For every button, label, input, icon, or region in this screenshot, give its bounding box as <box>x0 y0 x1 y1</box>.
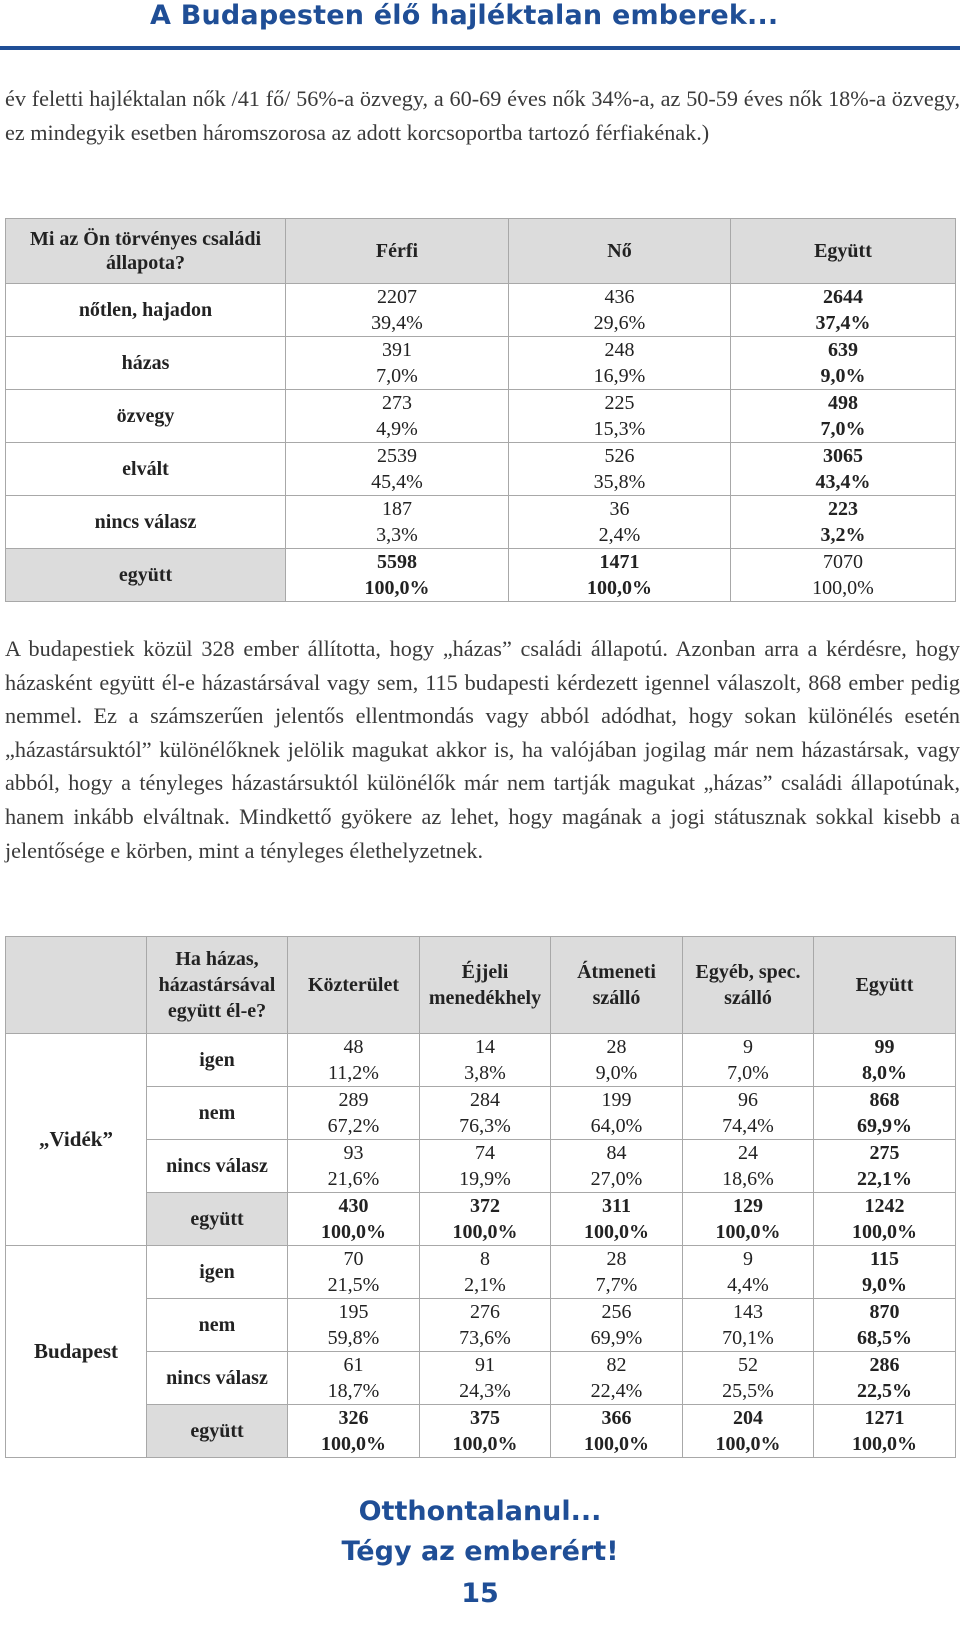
table-row <box>6 1352 956 1405</box>
table-header-cell: Együtt <box>731 219 956 284</box>
table-cell <box>551 1299 683 1352</box>
table-row <box>6 1140 956 1193</box>
table-row <box>6 1405 956 1458</box>
count-value: 639 <box>828 339 858 361</box>
table-row <box>6 496 956 549</box>
table-cell <box>814 1087 956 1140</box>
count-value: 9 <box>743 1036 753 1058</box>
percent-value: 2,1% <box>464 1274 506 1296</box>
table-header-cell: Mi az Ön törvényes családi állapota? <box>6 219 286 284</box>
count-value: 99 <box>874 1036 895 1058</box>
count-value: 129 <box>733 1195 763 1217</box>
percent-value: 4,4% <box>727 1274 769 1296</box>
table-cell <box>420 1034 551 1087</box>
count-value: 223 <box>828 498 858 520</box>
table-cell <box>551 1193 683 1246</box>
table-cell <box>683 1140 814 1193</box>
count-value: 14 <box>475 1036 495 1058</box>
cohabitation-table <box>5 936 956 1458</box>
percent-value: 21,6% <box>327 1168 380 1190</box>
table-row <box>6 1193 956 1246</box>
table-cell <box>551 1352 683 1405</box>
table-cell <box>288 1299 420 1352</box>
count-value: 225 <box>604 392 635 414</box>
table-header-cell: Ha házas, házastársával együtt él-e? <box>147 937 288 1034</box>
percent-value: 25,5% <box>722 1380 774 1402</box>
percent-value: 100,0% <box>587 577 652 599</box>
table-cell <box>551 1405 683 1458</box>
table-header-cell: Nő <box>509 219 731 284</box>
table-cell <box>814 1140 956 1193</box>
table-cell <box>814 1193 956 1246</box>
row-label: igen <box>147 1034 288 1087</box>
percent-value: 100,0% <box>364 577 430 599</box>
table-row <box>6 284 956 337</box>
table-cell <box>509 496 731 549</box>
percent-value: 7,0% <box>376 365 418 387</box>
count-value: 2539 <box>377 445 417 467</box>
count-value: 195 <box>338 1301 369 1323</box>
count-value: 9 <box>743 1248 753 1270</box>
table-cell <box>288 1352 420 1405</box>
count-value: 28 <box>606 1036 627 1058</box>
percent-value: 22,5% <box>857 1380 912 1402</box>
percent-value: 69,9% <box>857 1115 912 1137</box>
table-cell <box>288 1246 420 1299</box>
percent-value: 68,5% <box>857 1327 912 1349</box>
table-row <box>6 1087 956 1140</box>
table-cell <box>731 443 956 496</box>
table-header-cell: Éjjeli menedékhely <box>420 937 551 1034</box>
percent-value: 2,4% <box>598 524 641 546</box>
count-value: 273 <box>382 392 412 414</box>
count-value: 24 <box>738 1142 758 1164</box>
table-row <box>6 443 956 496</box>
table-cell <box>420 1087 551 1140</box>
table-cell <box>683 1299 814 1352</box>
marital-status-table <box>5 218 956 602</box>
percent-value: 19,9% <box>459 1168 511 1190</box>
count-value: 36 <box>609 498 630 520</box>
count-value: 48 <box>343 1036 364 1058</box>
count-value: 372 <box>470 1195 500 1217</box>
table-header-row <box>6 937 956 1034</box>
percent-value: 100,0% <box>852 1221 917 1243</box>
count-value: 498 <box>828 392 858 414</box>
percent-value: 37,4% <box>815 312 871 334</box>
percent-value: 18,7% <box>327 1380 380 1402</box>
count-value: 115 <box>870 1248 899 1270</box>
count-value: 430 <box>338 1195 369 1217</box>
percent-value: 3,3% <box>376 524 418 546</box>
percent-value: 7,7% <box>595 1274 638 1296</box>
row-label: együtt <box>6 549 286 602</box>
table-cell <box>286 284 509 337</box>
table-cell <box>551 1034 683 1087</box>
count-value: 91 <box>475 1354 495 1376</box>
table-cell <box>420 1405 551 1458</box>
table-header-cell: Közterület <box>288 937 420 1034</box>
percent-value: 22,4% <box>590 1380 643 1402</box>
count-value: 326 <box>338 1407 369 1429</box>
percent-value: 16,9% <box>593 365 646 387</box>
table-cell <box>683 1034 814 1087</box>
table-cell <box>731 496 956 549</box>
count-value: 143 <box>733 1301 763 1323</box>
table-cell <box>286 549 509 602</box>
table-cell <box>683 1193 814 1246</box>
count-value: 284 <box>470 1089 500 1111</box>
table-cell <box>420 1246 551 1299</box>
table-cell <box>420 1193 551 1246</box>
percent-value: 22,1% <box>857 1168 912 1190</box>
count-value: 70 <box>343 1248 364 1270</box>
percent-value: 100,0% <box>584 1433 649 1455</box>
percent-value: 100,0% <box>321 1221 386 1243</box>
percent-value: 3,2% <box>820 524 866 546</box>
table-cell <box>551 1087 683 1140</box>
table-cell <box>509 390 731 443</box>
count-value: 868 <box>869 1089 900 1111</box>
table-cell <box>509 443 731 496</box>
row-label: nincs válasz <box>6 496 286 549</box>
table-row <box>6 1246 956 1299</box>
table-cell <box>731 390 956 443</box>
page-number: 15 <box>461 1578 499 1609</box>
region-label: „Vidék” <box>6 1034 147 1246</box>
count-value: 391 <box>382 339 412 361</box>
footer-slogan: Tégy az emberért! <box>341 1536 619 1567</box>
table-cell <box>731 337 956 390</box>
count-value: 5598 <box>377 551 417 573</box>
percent-value: 8,0% <box>862 1062 907 1084</box>
count-value: 526 <box>604 445 635 467</box>
table-cell <box>286 496 509 549</box>
row-label: együtt <box>147 1193 288 1246</box>
count-value: 52 <box>738 1354 758 1376</box>
table-cell <box>420 1140 551 1193</box>
table-cell <box>731 284 956 337</box>
table-cell <box>286 443 509 496</box>
header-divider <box>0 46 960 50</box>
percent-value: 11,2% <box>328 1062 379 1084</box>
percent-value: 9,0% <box>820 365 866 387</box>
table-cell <box>814 1246 956 1299</box>
count-value: 286 <box>869 1354 900 1376</box>
percent-value: 74,4% <box>722 1115 774 1137</box>
percent-value: 9,0% <box>595 1062 638 1084</box>
count-value: 248 <box>604 339 635 361</box>
count-value: 275 <box>869 1142 900 1164</box>
table-cell <box>814 1034 956 1087</box>
percent-value: 67,2% <box>327 1115 380 1137</box>
count-value: 82 <box>606 1354 627 1376</box>
count-value: 204 <box>733 1407 763 1429</box>
row-label: igen <box>147 1246 288 1299</box>
table-cell <box>288 1087 420 1140</box>
percent-value: 7,0% <box>727 1062 769 1084</box>
footer-tagline: Otthontalanul... <box>358 1496 602 1527</box>
table-row <box>6 337 956 390</box>
region-label: Budapest <box>6 1246 147 1458</box>
table-cell <box>288 1193 420 1246</box>
count-value: 7070 <box>823 551 863 573</box>
table-row <box>6 549 956 602</box>
percent-value: 100,0% <box>715 1433 781 1455</box>
paragraph-analysis: A budapestiek közül 328 ember állította, hogy „házas” családi állapotú. Azonban arra a kérdésre, hogy házasként együtt él-e házastársával vagy sem, 115 budapesti kérdezett igennel válaszolt, 868 ember pedig nemmel. Ez a számszerűen jelentős ellentmondás vagy abból adódhat, hogy sokan különélés esetén „házastársuktól” különélőknek jelölik magukat akkor is, ha valójában jogilag már nem házastársak, vagy abból, hogy a tényleges házastársuktól különélők már nem tartják magukat „házas” családi állapotúnak, hanem inkább elváltnak. Mindkettő gyökere az lehet, hogy magának a jogi státusznak sokkal kisebb a jelentősége e körben, mint a tényleges élethelyzetnek. <box>5 636 960 863</box>
table-cell <box>731 549 956 602</box>
table-cell <box>683 1087 814 1140</box>
percent-value: 69,9% <box>590 1327 643 1349</box>
count-value: 96 <box>738 1089 758 1111</box>
table-cell <box>814 1352 956 1405</box>
table-cell <box>683 1246 814 1299</box>
table-header-cell: Átmeneti szálló <box>551 937 683 1034</box>
percent-value: 18,6% <box>722 1168 774 1190</box>
percent-value: 70,1% <box>722 1327 774 1349</box>
percent-value: 3,8% <box>464 1062 506 1084</box>
percent-value: 76,3% <box>459 1115 511 1137</box>
percent-value: 100,0% <box>584 1221 649 1243</box>
row-label: özvegy <box>6 390 286 443</box>
table-cell <box>288 1405 420 1458</box>
count-value: 3065 <box>823 445 863 467</box>
count-value: 289 <box>338 1089 369 1111</box>
page-header-title: A Budapesten élő hajléktalan emberek... <box>150 0 779 31</box>
count-value: 870 <box>869 1301 900 1323</box>
table-cell <box>286 390 509 443</box>
count-value: 1242 <box>864 1195 905 1217</box>
row-label: nem <box>147 1299 288 1352</box>
count-value: 74 <box>475 1142 495 1164</box>
percent-value: 100,0% <box>812 577 874 599</box>
percent-value: 21,5% <box>327 1274 380 1296</box>
row-label: nem <box>147 1087 288 1140</box>
row-label: nőtlen, hajadon <box>6 284 286 337</box>
percent-value: 27,0% <box>590 1168 643 1190</box>
count-value: 366 <box>601 1407 632 1429</box>
count-value: 199 <box>601 1089 632 1111</box>
percent-value: 100,0% <box>452 1221 518 1243</box>
row-label: elvált <box>6 443 286 496</box>
count-value: 93 <box>343 1142 364 1164</box>
table-cell <box>683 1352 814 1405</box>
table-cell <box>509 337 731 390</box>
count-value: 1471 <box>599 551 640 573</box>
percent-value: 24,3% <box>459 1380 511 1402</box>
table-row <box>6 390 956 443</box>
count-value: 311 <box>602 1195 631 1217</box>
percent-value: 7,0% <box>820 418 866 440</box>
percent-value: 45,4% <box>371 471 423 493</box>
table-cell <box>683 1405 814 1458</box>
table-cell <box>509 549 731 602</box>
row-label: nincs válasz <box>147 1352 288 1405</box>
percent-value: 35,8% <box>593 471 646 493</box>
percent-value: 73,6% <box>459 1327 511 1349</box>
percent-value: 100,0% <box>852 1433 917 1455</box>
table-cell <box>420 1299 551 1352</box>
percent-value: 4,9% <box>376 418 418 440</box>
percent-value: 29,6% <box>593 312 646 334</box>
count-value: 61 <box>343 1354 364 1376</box>
count-value: 8 <box>480 1248 490 1270</box>
count-value: 256 <box>601 1301 632 1323</box>
percent-value: 15,3% <box>593 418 646 440</box>
table-header-cell: Egyéb, spec. szálló <box>683 937 814 1034</box>
table-cell <box>509 284 731 337</box>
count-value: 28 <box>606 1248 627 1270</box>
count-value: 84 <box>606 1142 627 1164</box>
table-cell <box>551 1246 683 1299</box>
table-row <box>6 1299 956 1352</box>
count-value: 2644 <box>823 286 863 308</box>
table-header-cell <box>6 937 147 1034</box>
row-label: nincs válasz <box>147 1140 288 1193</box>
count-value: 436 <box>604 286 635 308</box>
percent-value: 100,0% <box>452 1433 518 1455</box>
count-value: 187 <box>382 498 412 520</box>
table-cell <box>814 1299 956 1352</box>
percent-value: 64,0% <box>590 1115 643 1137</box>
table-cell <box>814 1405 956 1458</box>
count-value: 2207 <box>377 286 417 308</box>
table-cell <box>286 337 509 390</box>
percent-value: 43,4% <box>815 471 871 493</box>
count-value: 1271 <box>864 1407 905 1429</box>
table-row <box>6 1034 956 1087</box>
count-value: 276 <box>470 1301 500 1323</box>
count-value: 375 <box>470 1407 500 1429</box>
table-header-cell: Férfi <box>286 219 509 284</box>
percent-value: 59,8% <box>327 1327 380 1349</box>
table-cell <box>288 1034 420 1087</box>
percent-value: 100,0% <box>321 1433 386 1455</box>
percent-value: 9,0% <box>862 1274 907 1296</box>
table-header-row <box>6 219 956 284</box>
percent-value: 100,0% <box>715 1221 781 1243</box>
table-cell <box>288 1140 420 1193</box>
percent-value: 39,4% <box>371 312 423 334</box>
paragraph-intro: év feletti hajléktalan nők /41 fő/ 56%-a özvegy, a 60-69 éves nők 34%-a, az 50-59 éves nők 18%-a özvegy, ez mindegyik esetben háromszorosa az adott korcsoportba tartozó férfiakénak.) <box>5 86 960 145</box>
row-label: házas <box>6 337 286 390</box>
table-cell <box>551 1140 683 1193</box>
row-label: együtt <box>147 1405 288 1458</box>
table-header-cell: Együtt <box>814 937 956 1034</box>
table-cell <box>420 1352 551 1405</box>
